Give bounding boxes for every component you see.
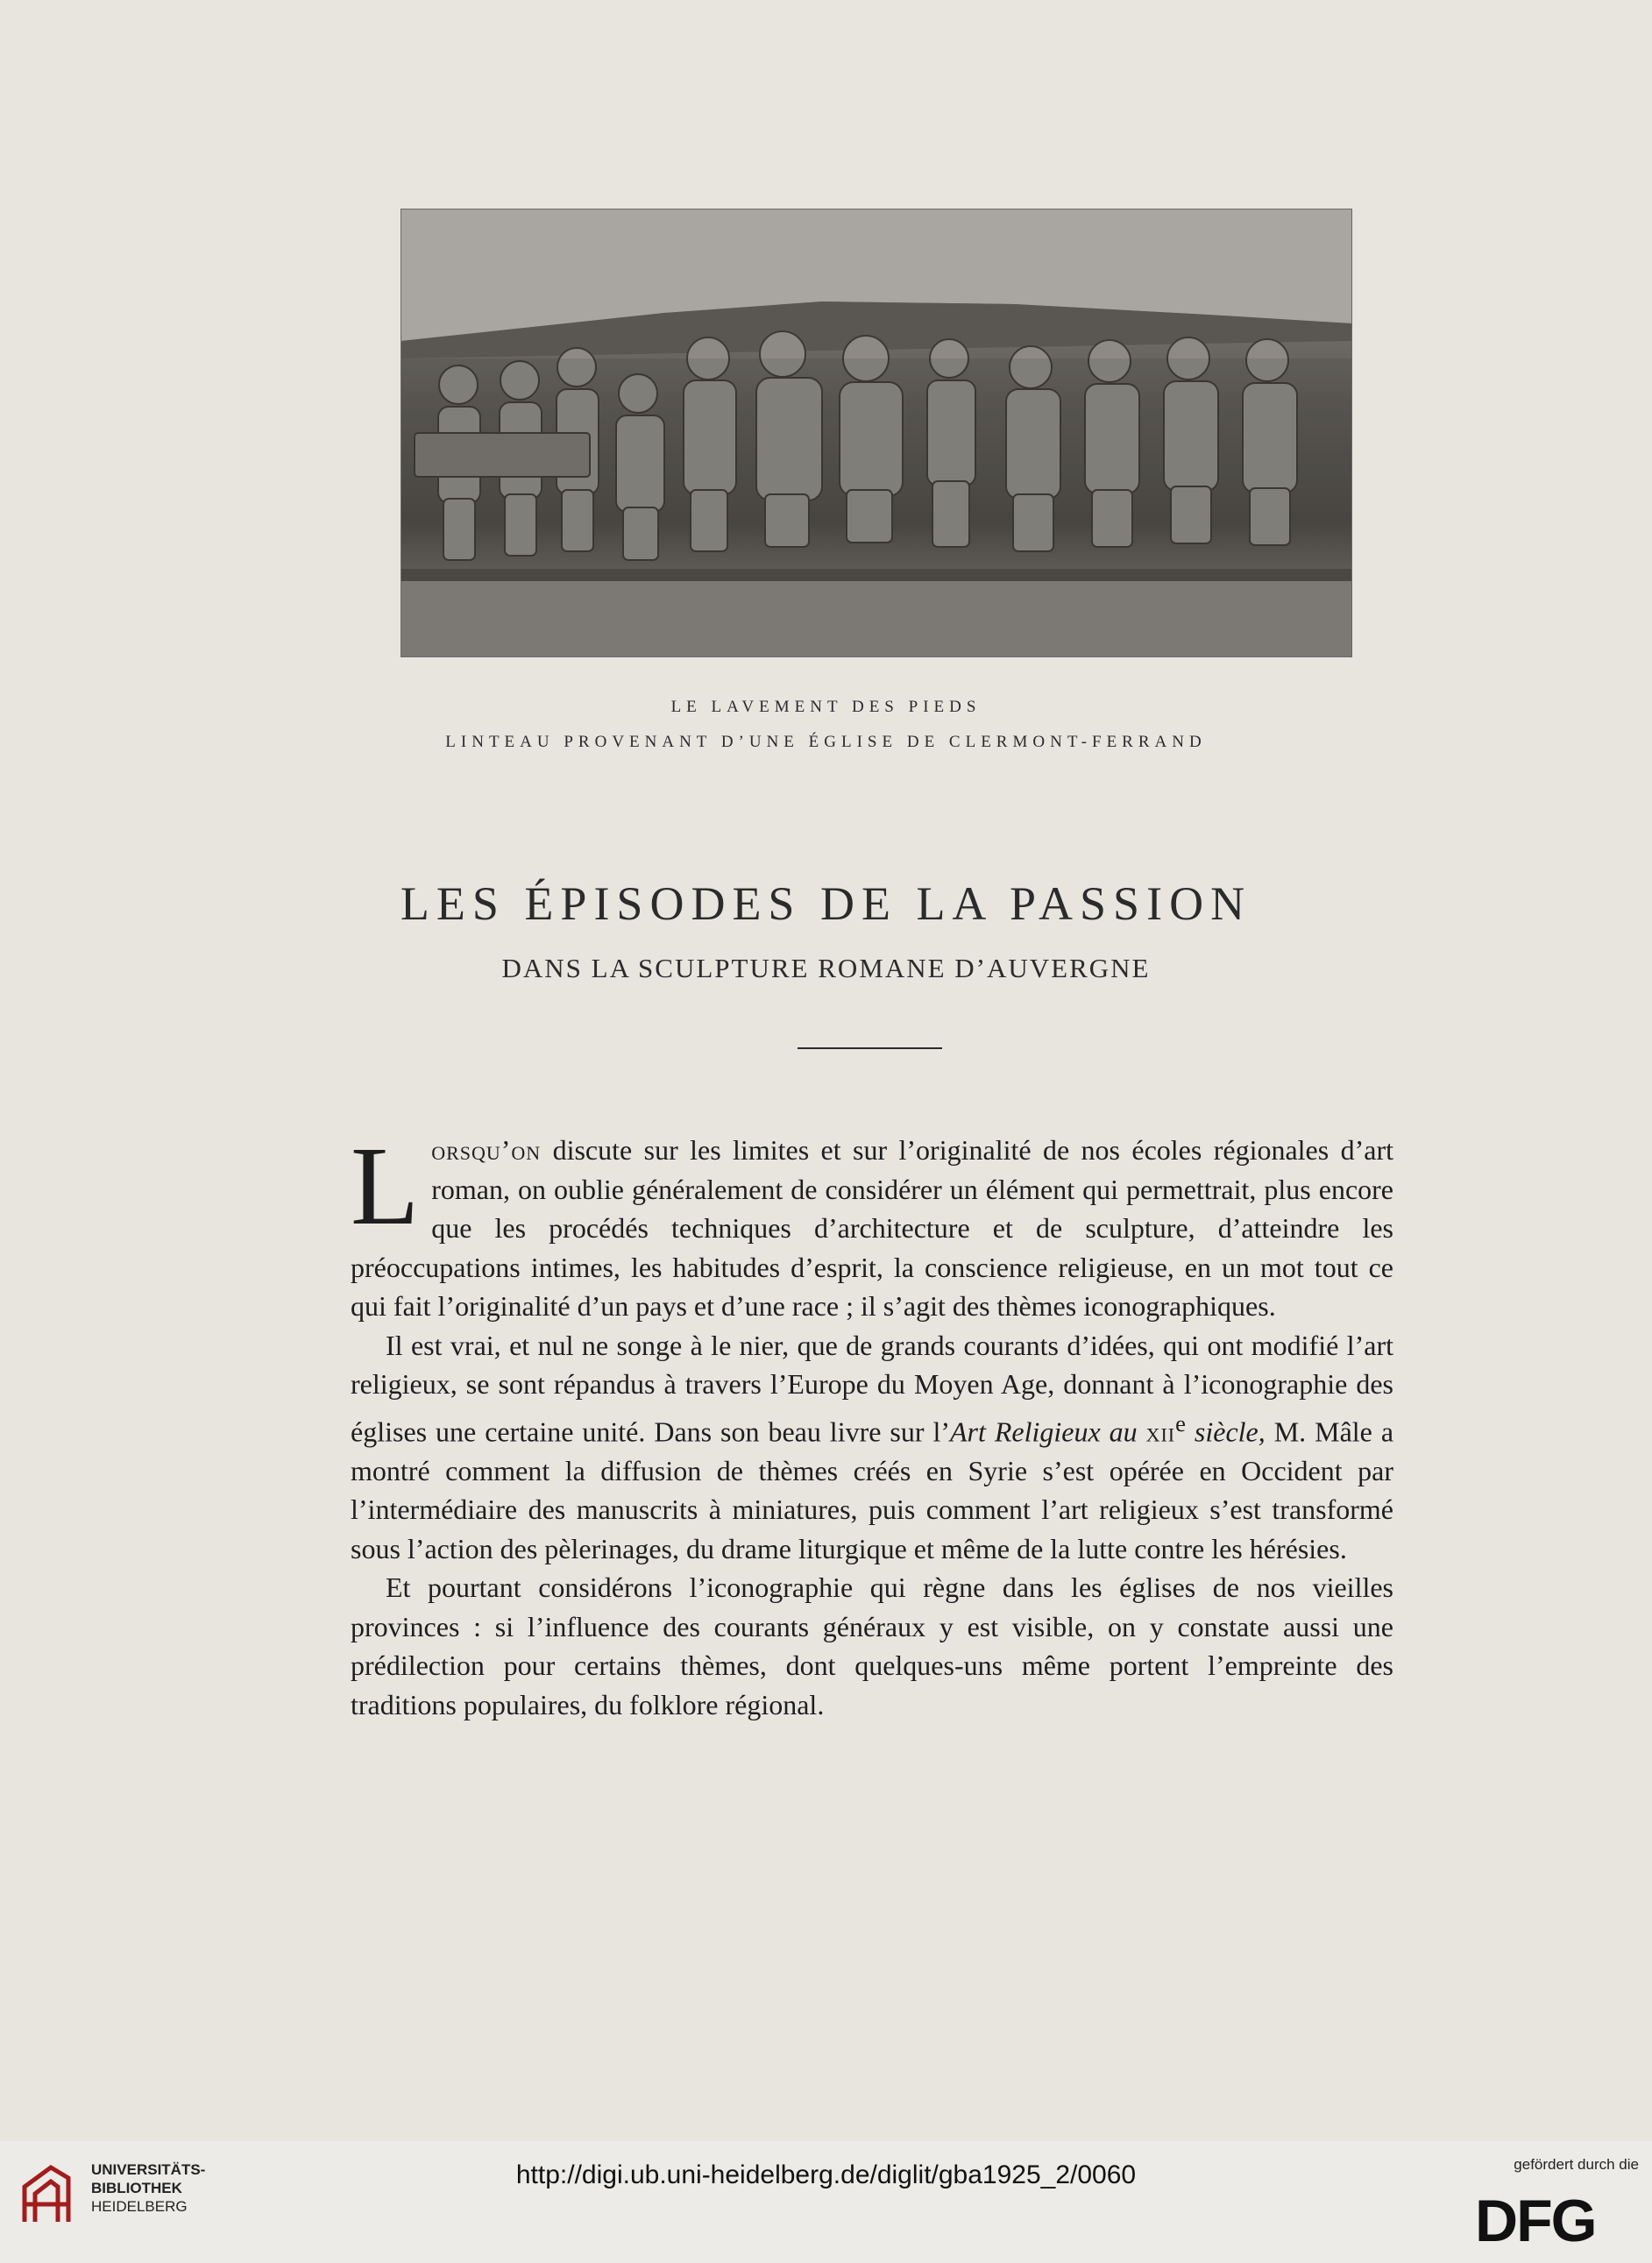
dfg-logo[interactable]: DFG <box>1475 2188 1596 2254</box>
paragraph-2 <box>351 1326 1393 1569</box>
plate-caption-title: LE LAVEMENT DES PIEDS <box>670 698 982 716</box>
book-title-b: siècle, <box>1185 1415 1266 1448</box>
drop-cap: L <box>351 1124 420 1248</box>
paragraph-2-text-a: Il est vrai, et nul ne songe à le nier, que de grands courants d’idées, qui ont modifié l’art religieux, se sont répandus à travers l’Europe du Moyen Age, donnant à l’iconographie des églises une certaine unité. Dans son beau livre sur l’ <box>351 1329 1393 1448</box>
century-superscript: e <box>1175 1409 1186 1437</box>
lead-word: orsqu’on <box>431 1134 542 1166</box>
digitization-footer <box>0 2141 1652 2263</box>
plate-caption-source: LINTEAU PROVENANT D’UNE ÉGLISE DE CLERMONT-FERRAND <box>445 733 1207 751</box>
book-title-a: Art Religieux au <box>950 1415 1146 1448</box>
paragraph-2-text-b: M. Mâle a montré comment la diffusion de thèmes créés en Syrie s’est opérée en Occident par l’intermédiaire des manuscrits à miniatures, puis comment l’art religieux s’est transformé sous l’action des pèlerinages, du drame liturgique et même de la lutte contre les hérésies. <box>351 1415 1394 1564</box>
article-title: LES ÉPISODES DE LA PASSION <box>400 877 1252 930</box>
library-name-line3: HEIDELBERG <box>91 2198 188 2215</box>
library-name-line2: BIBLIOTHEK <box>91 2180 182 2196</box>
relief-illustration <box>401 209 1351 656</box>
funding-label: gefördert durch die <box>1514 2156 1639 2173</box>
library-name-line1: UNIVERSITÄTS- <box>91 2161 206 2178</box>
article-subtitle: DANS LA SCULPTURE ROMANE D’AUVERGNE <box>501 953 1151 983</box>
title-divider <box>798 1047 942 1049</box>
paragraph-3: Et pourtant considérons l’iconographie qui règne dans les églises de nos vieilles provinces : si l’influence des courants généraux y est visible, on y constate aussi une prédilection pour certains thèmes, dont quelques-uns même portent l’empreinte des traditions populaires, du folklore régional. <box>351 1571 1393 1720</box>
relief-photograph <box>401 209 1352 657</box>
paragraph-1 <box>351 1124 1393 1326</box>
century-numeral: xii <box>1145 1415 1176 1448</box>
paragraph-1-text: discute sur les limites et sur l’originalité de nos écoles régionales d’art roman, on oublie généralement de considérer un élément qui permettrait, plus encore que les procédés techniques d’architecture et de sculpture, d’atteindre les préoccupations intimes, les habitudes d’esprit, la conscience religieuse, en un mot tout ce qui fait l’originalité d’un pays et d’une race ; il s’agit des thèmes iconographiques. <box>351 1134 1393 1322</box>
article-body <box>351 1124 1394 1724</box>
permalink-url[interactable]: http://digi.ub.uni-heidelberg.de/diglit/gba1925_2/0060 <box>515 2160 1137 2189</box>
